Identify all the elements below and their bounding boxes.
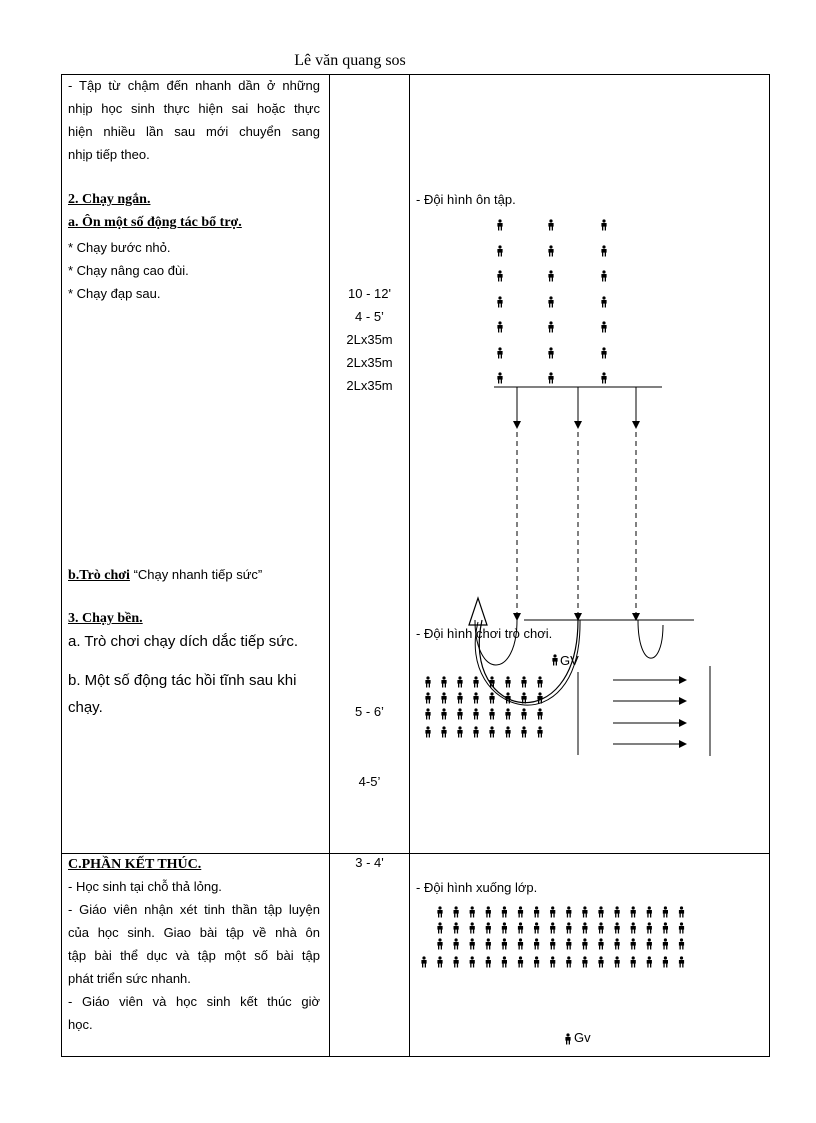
- student-figure: [473, 692, 478, 703]
- student-figure: [566, 922, 571, 933]
- drill-item-3: * Chạy đạp sau.: [68, 286, 161, 301]
- student-figure: [534, 922, 539, 933]
- section-3b-text-2: chạy.: [68, 699, 103, 716]
- student-figure: [550, 922, 555, 933]
- intro-line-2: nhịp học sinh thực hiện sai hoặc thực: [68, 101, 320, 116]
- student-figure: [497, 296, 502, 307]
- student-figure: [601, 219, 606, 230]
- student-figure: [441, 708, 446, 719]
- student-figure: [534, 956, 539, 967]
- dose-3: 2Lx35m: [346, 378, 393, 393]
- teacher-label-upper: GV: [560, 653, 579, 668]
- student-figure: [521, 726, 526, 737]
- student-figure: [615, 938, 620, 949]
- student-figure: [537, 676, 542, 687]
- student-figure: [437, 922, 442, 933]
- student-figure: [497, 347, 502, 358]
- student-figure: [548, 347, 553, 358]
- game-formation-grid: [425, 676, 542, 737]
- student-figure: [548, 245, 553, 256]
- student-figure: [425, 708, 430, 719]
- student-figure: [454, 906, 459, 917]
- student-figure: [497, 245, 502, 256]
- student-figure: [486, 938, 491, 949]
- student-figure: [601, 270, 606, 281]
- dose-2: 2Lx35m: [346, 355, 393, 370]
- game-label: b.Trò chơi: [68, 568, 130, 583]
- student-figure: [454, 922, 459, 933]
- formation-practice-label: - Đội hình ôn tập.: [416, 192, 516, 207]
- student-figure: [601, 372, 606, 383]
- student-figure: [550, 938, 555, 949]
- student-figure: [486, 906, 491, 917]
- teacher-figure-lower: [565, 1033, 570, 1044]
- student-figure: [505, 726, 510, 737]
- student-figure: [437, 956, 442, 967]
- return-curve-outer: [475, 620, 580, 705]
- student-figure: [454, 938, 459, 949]
- section-3-title: 3. Chạy bền.: [68, 611, 143, 626]
- student-figure: [566, 956, 571, 967]
- student-figure: [502, 938, 507, 949]
- student-figure: [518, 906, 523, 917]
- student-figure: [615, 956, 620, 967]
- student-figure: [486, 922, 491, 933]
- student-figure: [537, 708, 542, 719]
- practice-formation-grid: [497, 219, 606, 383]
- student-figure: [566, 906, 571, 917]
- student-figure: [647, 938, 652, 949]
- student-figure: [631, 938, 636, 949]
- section-3a-text: a. Trò chơi chạy dích dắc tiếp sức.: [68, 633, 298, 650]
- student-figure: [548, 270, 553, 281]
- student-figure: [548, 296, 553, 307]
- student-figure: [470, 906, 475, 917]
- student-figure: [521, 692, 526, 703]
- student-figure: [502, 922, 507, 933]
- student-figure: [470, 956, 475, 967]
- time-main: 10 - 12': [348, 286, 391, 301]
- student-figure: [663, 922, 668, 933]
- student-figure: [615, 922, 620, 933]
- student-figure: [582, 906, 587, 917]
- drill-item-2: * Chạy nâng cao đùi.: [68, 263, 189, 278]
- return-arrowhead: [469, 598, 487, 625]
- student-figure: [518, 922, 523, 933]
- section-2-title: 2. Chạy ngắn.: [68, 192, 151, 207]
- end-line-6: - Giáo viên và học sinh kết thúc giờ: [68, 994, 320, 1009]
- student-figure: [489, 726, 494, 737]
- student-figure: [534, 906, 539, 917]
- student-figure: [679, 906, 684, 917]
- end-line-5: phát triển sức nhanh.: [68, 971, 191, 986]
- student-figure: [631, 906, 636, 917]
- intro-line-4: nhịp tiếp theo.: [68, 147, 150, 162]
- student-figure: [679, 938, 684, 949]
- student-figure: [647, 906, 652, 917]
- student-figure: [489, 708, 494, 719]
- end-section-title: C.PHẦN KẾT THÚC.: [68, 857, 202, 872]
- student-figure: [518, 938, 523, 949]
- student-figure: [505, 692, 510, 703]
- student-figure: [437, 906, 442, 917]
- page-header: Lê văn quang sos: [294, 52, 406, 69]
- student-figure: [505, 708, 510, 719]
- student-figure: [489, 692, 494, 703]
- student-figure: [598, 922, 603, 933]
- student-figure: [582, 938, 587, 949]
- section-3b-text-1: b. Một số động tác hồi tĩnh sau khi: [68, 672, 297, 689]
- student-figure: [663, 906, 668, 917]
- student-figure: [582, 922, 587, 933]
- student-figure: [441, 676, 446, 687]
- student-figure: [598, 938, 603, 949]
- student-figure: [647, 956, 652, 967]
- drill-item-1: * Chạy bước nhỏ.: [68, 240, 171, 255]
- formation-dismiss-label: - Đội hình xuống lớp.: [416, 880, 538, 895]
- student-figure: [534, 938, 539, 949]
- formation-game-label: - Đội hình chơi trò chơi.: [416, 626, 553, 641]
- student-figure: [663, 956, 668, 967]
- end-line-7: học.: [68, 1017, 93, 1032]
- dose-1: 2Lx35m: [346, 332, 393, 347]
- student-figure: [631, 922, 636, 933]
- u-turn-3: [638, 620, 663, 658]
- student-figure: [550, 956, 555, 967]
- student-figure: [473, 726, 478, 737]
- student-figure: [550, 906, 555, 917]
- intro-line-3: hiện nhiều lần sau mới chuyển sang: [68, 124, 320, 139]
- student-figure: [473, 708, 478, 719]
- end-line-3: của học sinh. Giao bài tập về nhà ôn: [68, 925, 320, 940]
- student-figure: [437, 938, 442, 949]
- student-figure: [470, 922, 475, 933]
- student-figure: [548, 372, 553, 383]
- time-end: 3 - 4': [355, 855, 384, 870]
- student-figure: [663, 938, 668, 949]
- student-figure: [425, 676, 430, 687]
- student-figure: [457, 692, 462, 703]
- student-figure: [598, 956, 603, 967]
- time-game: 5 - 6’: [355, 704, 384, 719]
- student-figure: [470, 938, 475, 949]
- student-figure: [631, 956, 636, 967]
- student-figure: [486, 956, 491, 967]
- game-name: “Chạy nhanh tiếp sức”: [133, 567, 263, 582]
- student-figure: [548, 321, 553, 332]
- student-figure: [425, 726, 430, 737]
- student-figure: [457, 676, 462, 687]
- student-figure: [421, 956, 426, 967]
- student-figure: [473, 676, 478, 687]
- student-figure: [537, 692, 542, 703]
- student-figure: [566, 938, 571, 949]
- student-figure: [454, 956, 459, 967]
- student-figure: [441, 692, 446, 703]
- student-figure: [457, 708, 462, 719]
- student-figure: [548, 219, 553, 230]
- student-figure: [518, 956, 523, 967]
- student-figure: [601, 347, 606, 358]
- student-figure: [601, 296, 606, 307]
- student-figure: [647, 922, 652, 933]
- student-figure: [497, 321, 502, 332]
- student-figure: [601, 321, 606, 332]
- student-figure: [679, 956, 684, 967]
- student-figure: [457, 726, 462, 737]
- student-figure: [601, 245, 606, 256]
- return-curve: [479, 620, 578, 703]
- time-drill: 4 - 5’: [355, 309, 384, 324]
- student-figure: [497, 372, 502, 383]
- student-figure: [497, 270, 502, 281]
- student-figure: [679, 922, 684, 933]
- student-figure: [521, 708, 526, 719]
- student-figure: [502, 906, 507, 917]
- student-figure: [502, 956, 507, 967]
- end-line-1: - Học sinh tại chỗ thả lỏng.: [68, 879, 222, 894]
- section-2a-title: a. Ôn một số động tác bổ trợ.: [68, 215, 242, 230]
- student-figure: [582, 956, 587, 967]
- time-cooldown: 4-5’: [358, 774, 381, 789]
- intro-line-1: - Tập từ chậm đến nhanh dần ở những: [68, 78, 320, 93]
- teacher-figure-upper: [552, 654, 557, 665]
- end-line-2: - Giáo viên nhận xét tinh thần tập luyện: [68, 902, 320, 917]
- student-figure: [615, 906, 620, 917]
- student-figure: [537, 726, 542, 737]
- student-figure: [505, 676, 510, 687]
- student-figure: [598, 906, 603, 917]
- dismiss-formation-grid: [421, 906, 684, 967]
- student-figure: [521, 676, 526, 687]
- end-line-4: tập bài thể dục và tập một số bài tập: [68, 948, 320, 963]
- student-figure: [425, 692, 430, 703]
- student-figure: [441, 726, 446, 737]
- student-figure: [497, 219, 502, 230]
- teacher-label-lower: Gv: [574, 1030, 591, 1045]
